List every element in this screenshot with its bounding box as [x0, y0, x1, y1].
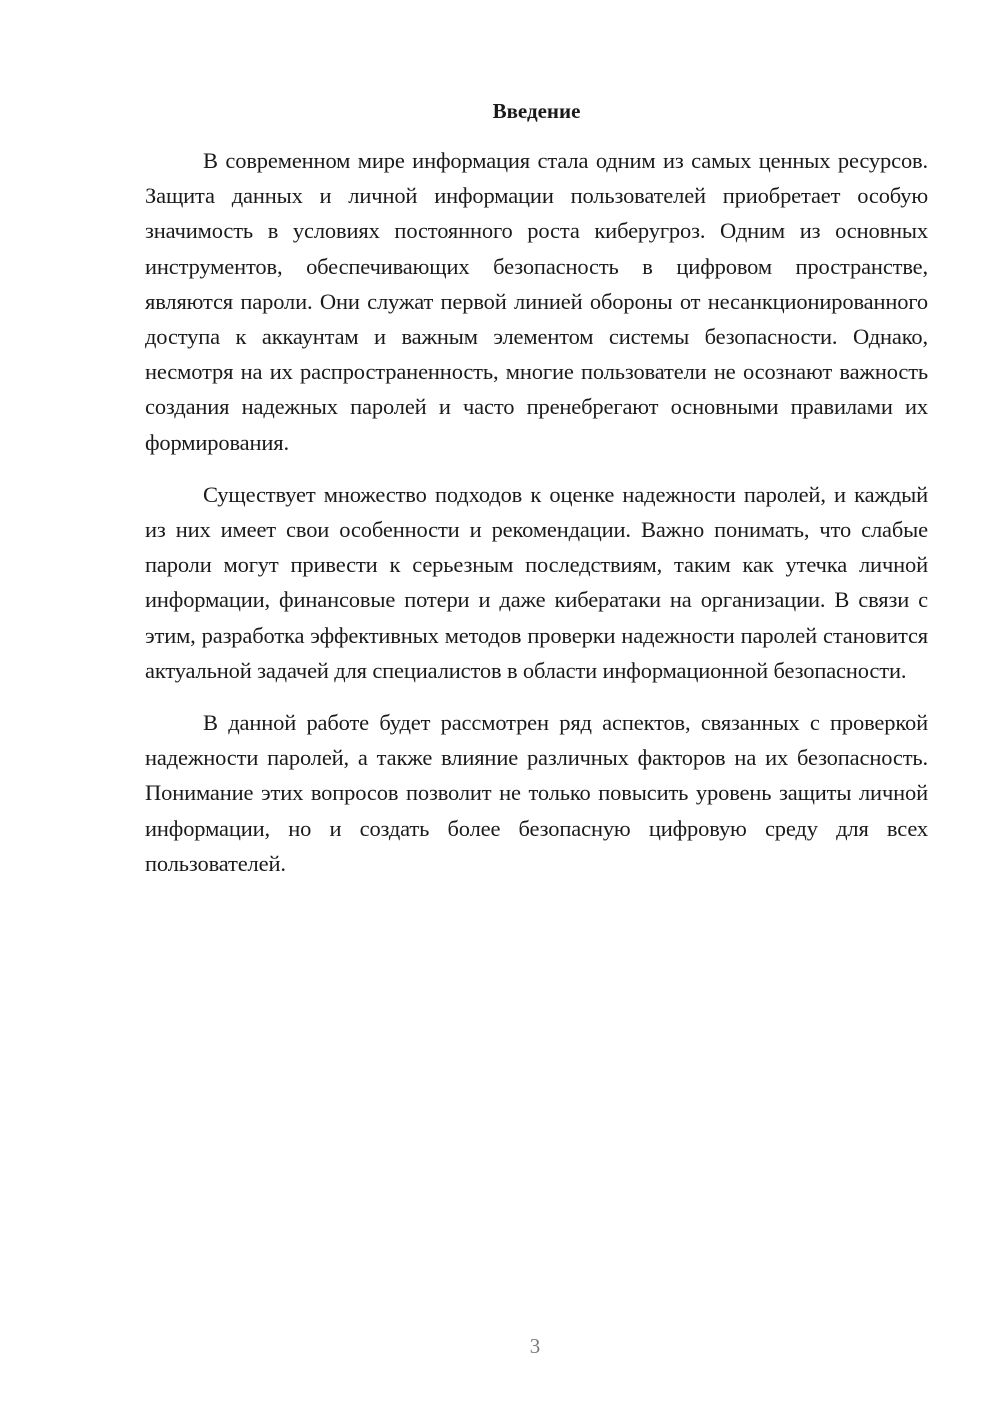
paragraph-3: В данной работе будет рассмотрен ряд аспектов, связанных с проверкой надежности паролей, а также влияние различных факторов на их безопасность. Понимание этих вопросов позволит не только повысить уровень защиты личной информации, но и создать более безопасную цифровую среду для всех пользователей.: [145, 710, 928, 876]
paragraph-1: В современном мире информация стала одним из самых ценных ресурсов. Защита данных и личной информации пользователей приобретает особую значимость в условиях постоянного роста киберугроз. Одним из основных инструментов, обеспечивающих безопасность в цифровом пространстве, являются пароли. Они служат первой линией обороны от несанкционированного доступа к аккаунтам и важным элементом системы безопасности. Однако, несмотря на их распространенность, многие пользователи не осознают важность создания надежных паролей и часто пренебрегают основными правилами их формирования.: [145, 148, 928, 455]
section-title: Введение: [492, 99, 581, 123]
page-content: [145, 96, 928, 898]
page-number: 3: [529, 1334, 541, 1358]
paragraph-2: Существует множество подходов к оценке надежности паролей, и каждый из них имеет свои особенности и рекомендации. Важно понимать, что слабые пароли могут привести к серьезным последствиям, таким как утечка личной информации, финансовые потери и даже кибератаки на организации. В связи с этим, разработка эффективных методов проверки надежности паролей становится актуальной задачей для специалистов в области информационной безопасности.: [145, 481, 928, 683]
